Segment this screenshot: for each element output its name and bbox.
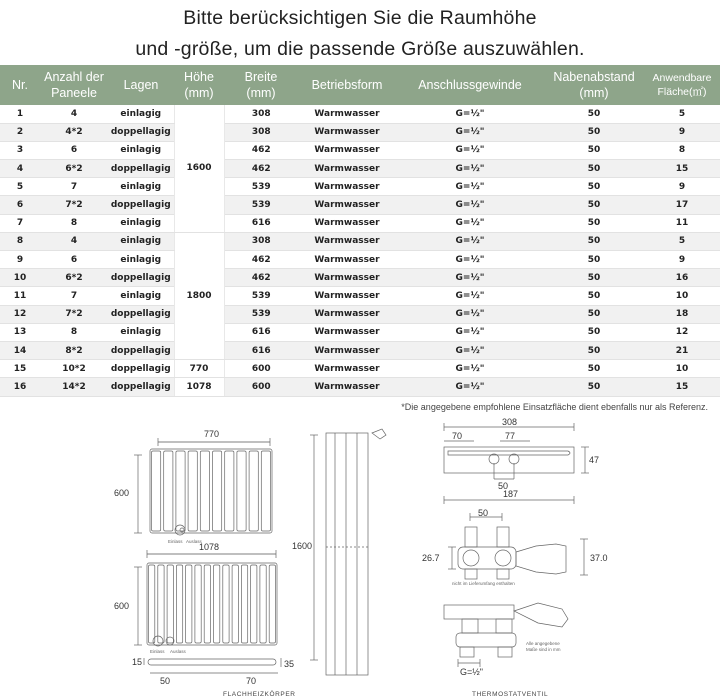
valve-bottom-view [444,603,568,667]
dim-15: 15 [132,657,143,667]
cell-breite: 462 [224,269,298,287]
cell-betriebsform: Warmwasser [298,123,396,141]
radiator-fin [225,451,234,531]
cell-nabenabstand: 50 [544,323,644,341]
cell-betriebsform: Warmwasser [298,341,396,359]
cell-nr: 3 [0,141,40,159]
cell-betriebsform: Warmwasser [298,360,396,378]
cell-betriebsform: Warmwasser [298,305,396,323]
cell-hoehe: 1800 [174,232,224,359]
radiator-front-770 [134,438,272,535]
header-betriebsform: Betriebsform [298,65,396,105]
cell-lagen: doppellagig [108,378,174,396]
cell-anschluss: G=½" [396,305,544,323]
cell-betriebsform: Warmwasser [298,251,396,269]
cell-flaeche: 9 [644,251,720,269]
table-row [0,160,720,178]
cell-anschluss: G=½" [396,123,544,141]
radiator-fin [176,451,185,531]
cell-paneele: 8*2 [40,341,108,359]
cell-paneele: 6 [40,141,108,159]
cell-nr: 12 [0,305,40,323]
radiator-fin [195,565,201,643]
cell-hoehe: 770 [174,360,224,378]
cell-nabenabstand: 50 [544,287,644,305]
header-breite: Breite (mm) [224,65,298,105]
dim-187: 187 [503,489,519,499]
cell-flaeche: 15 [644,160,720,178]
cell-betriebsform: Warmwasser [298,269,396,287]
cell-anschluss: G=½" [396,196,544,214]
cell-paneele: 6*2 [40,160,108,178]
header-nabenabstand: Nabenabstand (mm) [544,65,644,105]
cell-nr: 11 [0,287,40,305]
radiator-fin [237,451,246,531]
cell-betriebsform: Warmwasser [298,178,396,196]
cell-nabenabstand: 50 [544,251,644,269]
cell-paneele: 7 [40,287,108,305]
cell-paneele: 7 [40,178,108,196]
cell-nr: 4 [0,160,40,178]
radiator-fin [241,565,247,643]
cell-anschluss: G=½" [396,214,544,232]
headline-line-2: und -größe, um die passende Größe auszuwählen. [135,38,585,60]
cell-nr: 15 [0,360,40,378]
radiator-fin [152,451,161,531]
radiator-fin [223,565,229,643]
dim-308: 308 [502,417,518,427]
dim-50-bottom: 50 [160,676,171,686]
header-hoehe: Höhe (mm) [174,65,224,105]
radiator-fin [149,565,155,643]
valve-top-view [444,423,589,479]
cell-flaeche: 5 [644,232,720,250]
note-units-1: Alle angegebene [526,641,560,646]
cell-flaeche: 11 [644,214,720,232]
table-row [0,178,720,196]
dim-1078: 1078 [199,542,220,552]
cell-lagen: doppellagig [108,305,174,323]
cell-nabenabstand: 50 [544,141,644,159]
cell-paneele: 4 [40,105,108,123]
dim-26-7: 26.7 [422,553,440,563]
cell-anschluss: G=½" [396,341,544,359]
cell-anschluss: G=½" [396,160,544,178]
table-row [0,305,720,323]
cell-breite: 462 [224,251,298,269]
table-body [0,105,720,396]
cell-anschluss: G=½" [396,323,544,341]
radiator-fin [232,565,238,643]
dim-70-bottom: 70 [246,676,257,686]
table-row [0,251,720,269]
cell-anschluss: G=½" [396,178,544,196]
cell-nr: 6 [0,196,40,214]
spec-table [0,65,720,397]
radiator-fin [251,565,257,643]
cell-nabenabstand: 50 [544,360,644,378]
cell-flaeche: 10 [644,360,720,378]
radiator-fin [188,451,197,531]
cell-breite: 600 [224,378,298,396]
radiator-fin [261,451,270,531]
cell-nr: 13 [0,323,40,341]
cell-lagen: einlagig [108,141,174,159]
cell-lagen: doppellagig [108,341,174,359]
cell-flaeche: 12 [644,323,720,341]
headline [0,0,720,65]
cell-lagen: doppellagig [108,269,174,287]
cell-lagen: einlagig [108,214,174,232]
radiator-fin [204,565,210,643]
radiator-fin [158,565,164,643]
label-outlet-top: Auslass [186,539,202,544]
headline-line-1: Bitte berücksichtigen Sie die Raumhöhe [183,7,537,29]
cell-betriebsform: Warmwasser [298,141,396,159]
cell-nr: 2 [0,123,40,141]
table-row [0,269,720,287]
radiator-front-1078 [134,550,281,673]
radiator-fin [200,451,209,531]
header-nr: Nr. [0,65,40,105]
cell-betriebsform: Warmwasser [298,287,396,305]
cell-breite: 616 [224,323,298,341]
cell-lagen: doppellagig [108,196,174,214]
radiator-fin [269,565,275,643]
table-row [0,360,720,378]
valve-side-view [444,496,588,579]
table-row [0,105,720,123]
cell-paneele: 4*2 [40,123,108,141]
note-units-2: Maße sind in mm [526,647,561,652]
cell-lagen: einlagig [108,287,174,305]
cell-flaeche: 9 [644,178,720,196]
table-row [0,196,720,214]
cell-breite: 539 [224,305,298,323]
cell-lagen: einlagig [108,323,174,341]
cell-breite: 616 [224,341,298,359]
radiator-fin [164,451,173,531]
cell-flaeche: 21 [644,341,720,359]
cell-lagen: doppellagig [108,360,174,378]
dim-47: 47 [589,455,600,465]
header-paneele: Anzahl der Paneele [40,65,108,105]
cell-betriebsform: Warmwasser [298,378,396,396]
cell-nr: 10 [0,269,40,287]
dim-70: 70 [452,431,463,441]
cell-hoehe: 1078 [174,378,224,396]
dim-35: 35 [284,659,295,669]
cell-anschluss: G=½" [396,251,544,269]
cell-nabenabstand: 50 [544,305,644,323]
cell-lagen: einlagig [108,232,174,250]
cell-lagen: doppellagig [108,160,174,178]
caption-flachheizkoerper: FLACHHEIZKÖRPER [223,691,296,698]
dim-77: 77 [505,431,516,441]
dim-37-0: 37.0 [590,553,608,563]
cell-nr: 7 [0,214,40,232]
cell-flaeche: 18 [644,305,720,323]
cell-anschluss: G=½" [396,269,544,287]
dim-600-bottom: 600 [114,601,130,611]
table-row [0,141,720,159]
note-not-included: nicht im Lieferumfang enthalten [452,581,515,586]
technical-drawings [0,415,720,700]
cell-nabenabstand: 50 [544,214,644,232]
cell-breite: 308 [224,105,298,123]
cell-betriebsform: Warmwasser [298,105,396,123]
cell-breite: 539 [224,196,298,214]
table-row [0,341,720,359]
cell-anschluss: G=½" [396,105,544,123]
cell-breite: 616 [224,214,298,232]
cell-lagen: einlagig [108,178,174,196]
cell-anschluss: G=½" [396,141,544,159]
cell-nabenabstand: 50 [544,341,644,359]
dim-600-top: 600 [114,488,130,498]
cell-paneele: 14*2 [40,378,108,396]
table-row [0,323,720,341]
caption-thermostatventil: THERMOSTATVENTIL [472,691,549,698]
radiator-side-view [310,429,386,675]
header-lagen: Lagen [108,65,174,105]
cell-nabenabstand: 50 [544,232,644,250]
cell-nabenabstand: 50 [544,160,644,178]
cell-anschluss: G=½" [396,287,544,305]
table-header-row [0,65,720,105]
radiator-fin [167,565,173,643]
cell-paneele: 8 [40,214,108,232]
cell-betriebsform: Warmwasser [298,160,396,178]
cell-anschluss: G=½" [396,232,544,250]
cell-paneele: 7*2 [40,305,108,323]
table-row [0,232,720,250]
cell-breite: 539 [224,178,298,196]
cell-betriebsform: Warmwasser [298,232,396,250]
cell-breite: 539 [224,287,298,305]
cell-nabenabstand: 50 [544,178,644,196]
cell-breite: 462 [224,141,298,159]
dim-1600: 1600 [292,541,313,551]
table-row [0,214,720,232]
cell-nr: 8 [0,232,40,250]
cell-breite: 462 [224,160,298,178]
cell-breite: 308 [224,123,298,141]
cell-betriebsform: Warmwasser [298,196,396,214]
radiator-fin [213,451,222,531]
cell-betriebsform: Warmwasser [298,323,396,341]
label-inlet-bottom: Einlass [150,649,165,654]
cell-nr: 1 [0,105,40,123]
cell-paneele: 7*2 [40,196,108,214]
cell-nr: 14 [0,341,40,359]
cell-betriebsform: Warmwasser [298,214,396,232]
cell-breite: 308 [224,232,298,250]
cell-lagen: einlagig [108,105,174,123]
cell-anschluss: G=½" [396,360,544,378]
cell-anschluss: G=½" [396,378,544,396]
cell-nabenabstand: 50 [544,123,644,141]
table-row [0,123,720,141]
cell-lagen: doppellagig [108,123,174,141]
radiator-fin [186,565,192,643]
cell-paneele: 6*2 [40,269,108,287]
cell-paneele: 6 [40,251,108,269]
dim-50-valve-top: 50 [498,481,509,491]
cell-paneele: 10*2 [40,360,108,378]
cell-flaeche: 9 [644,123,720,141]
cell-nr: 5 [0,178,40,196]
header-anschluss: Anschlussgewinde [396,65,544,105]
cell-nabenabstand: 50 [544,105,644,123]
cell-breite: 600 [224,360,298,378]
radiator-fin [214,565,220,643]
radiator-fin [260,565,266,643]
cell-flaeche: 10 [644,287,720,305]
cell-nabenabstand: 50 [544,196,644,214]
radiator-fin [176,565,182,643]
cell-hoehe: 1600 [174,105,224,232]
cell-nr: 9 [0,251,40,269]
table-row [0,287,720,305]
dim-50-valve-mid: 50 [478,508,489,518]
dim-770: 770 [204,429,220,439]
footnote: *Die angegebene empfohlene Einsatzfläche dient ebenfalls nur als Referenz. [401,402,708,412]
cell-flaeche: 8 [644,141,720,159]
cell-nabenabstand: 50 [544,269,644,287]
cell-paneele: 4 [40,232,108,250]
cell-lagen: einlagig [108,251,174,269]
header-flaeche: Anwendbare Fläche(㎡) [644,65,720,105]
cell-flaeche: 15 [644,378,720,396]
cell-nr: 16 [0,378,40,396]
label-inlet-top: Einlass [168,539,183,544]
table-row [0,378,720,396]
label-outlet-bottom: Auslass [170,649,186,654]
label-thread: G=½" [460,667,483,677]
cell-flaeche: 17 [644,196,720,214]
cell-paneele: 8 [40,323,108,341]
cell-flaeche: 16 [644,269,720,287]
cell-flaeche: 5 [644,105,720,123]
radiator-fin [249,451,258,531]
cell-nabenabstand: 50 [544,378,644,396]
